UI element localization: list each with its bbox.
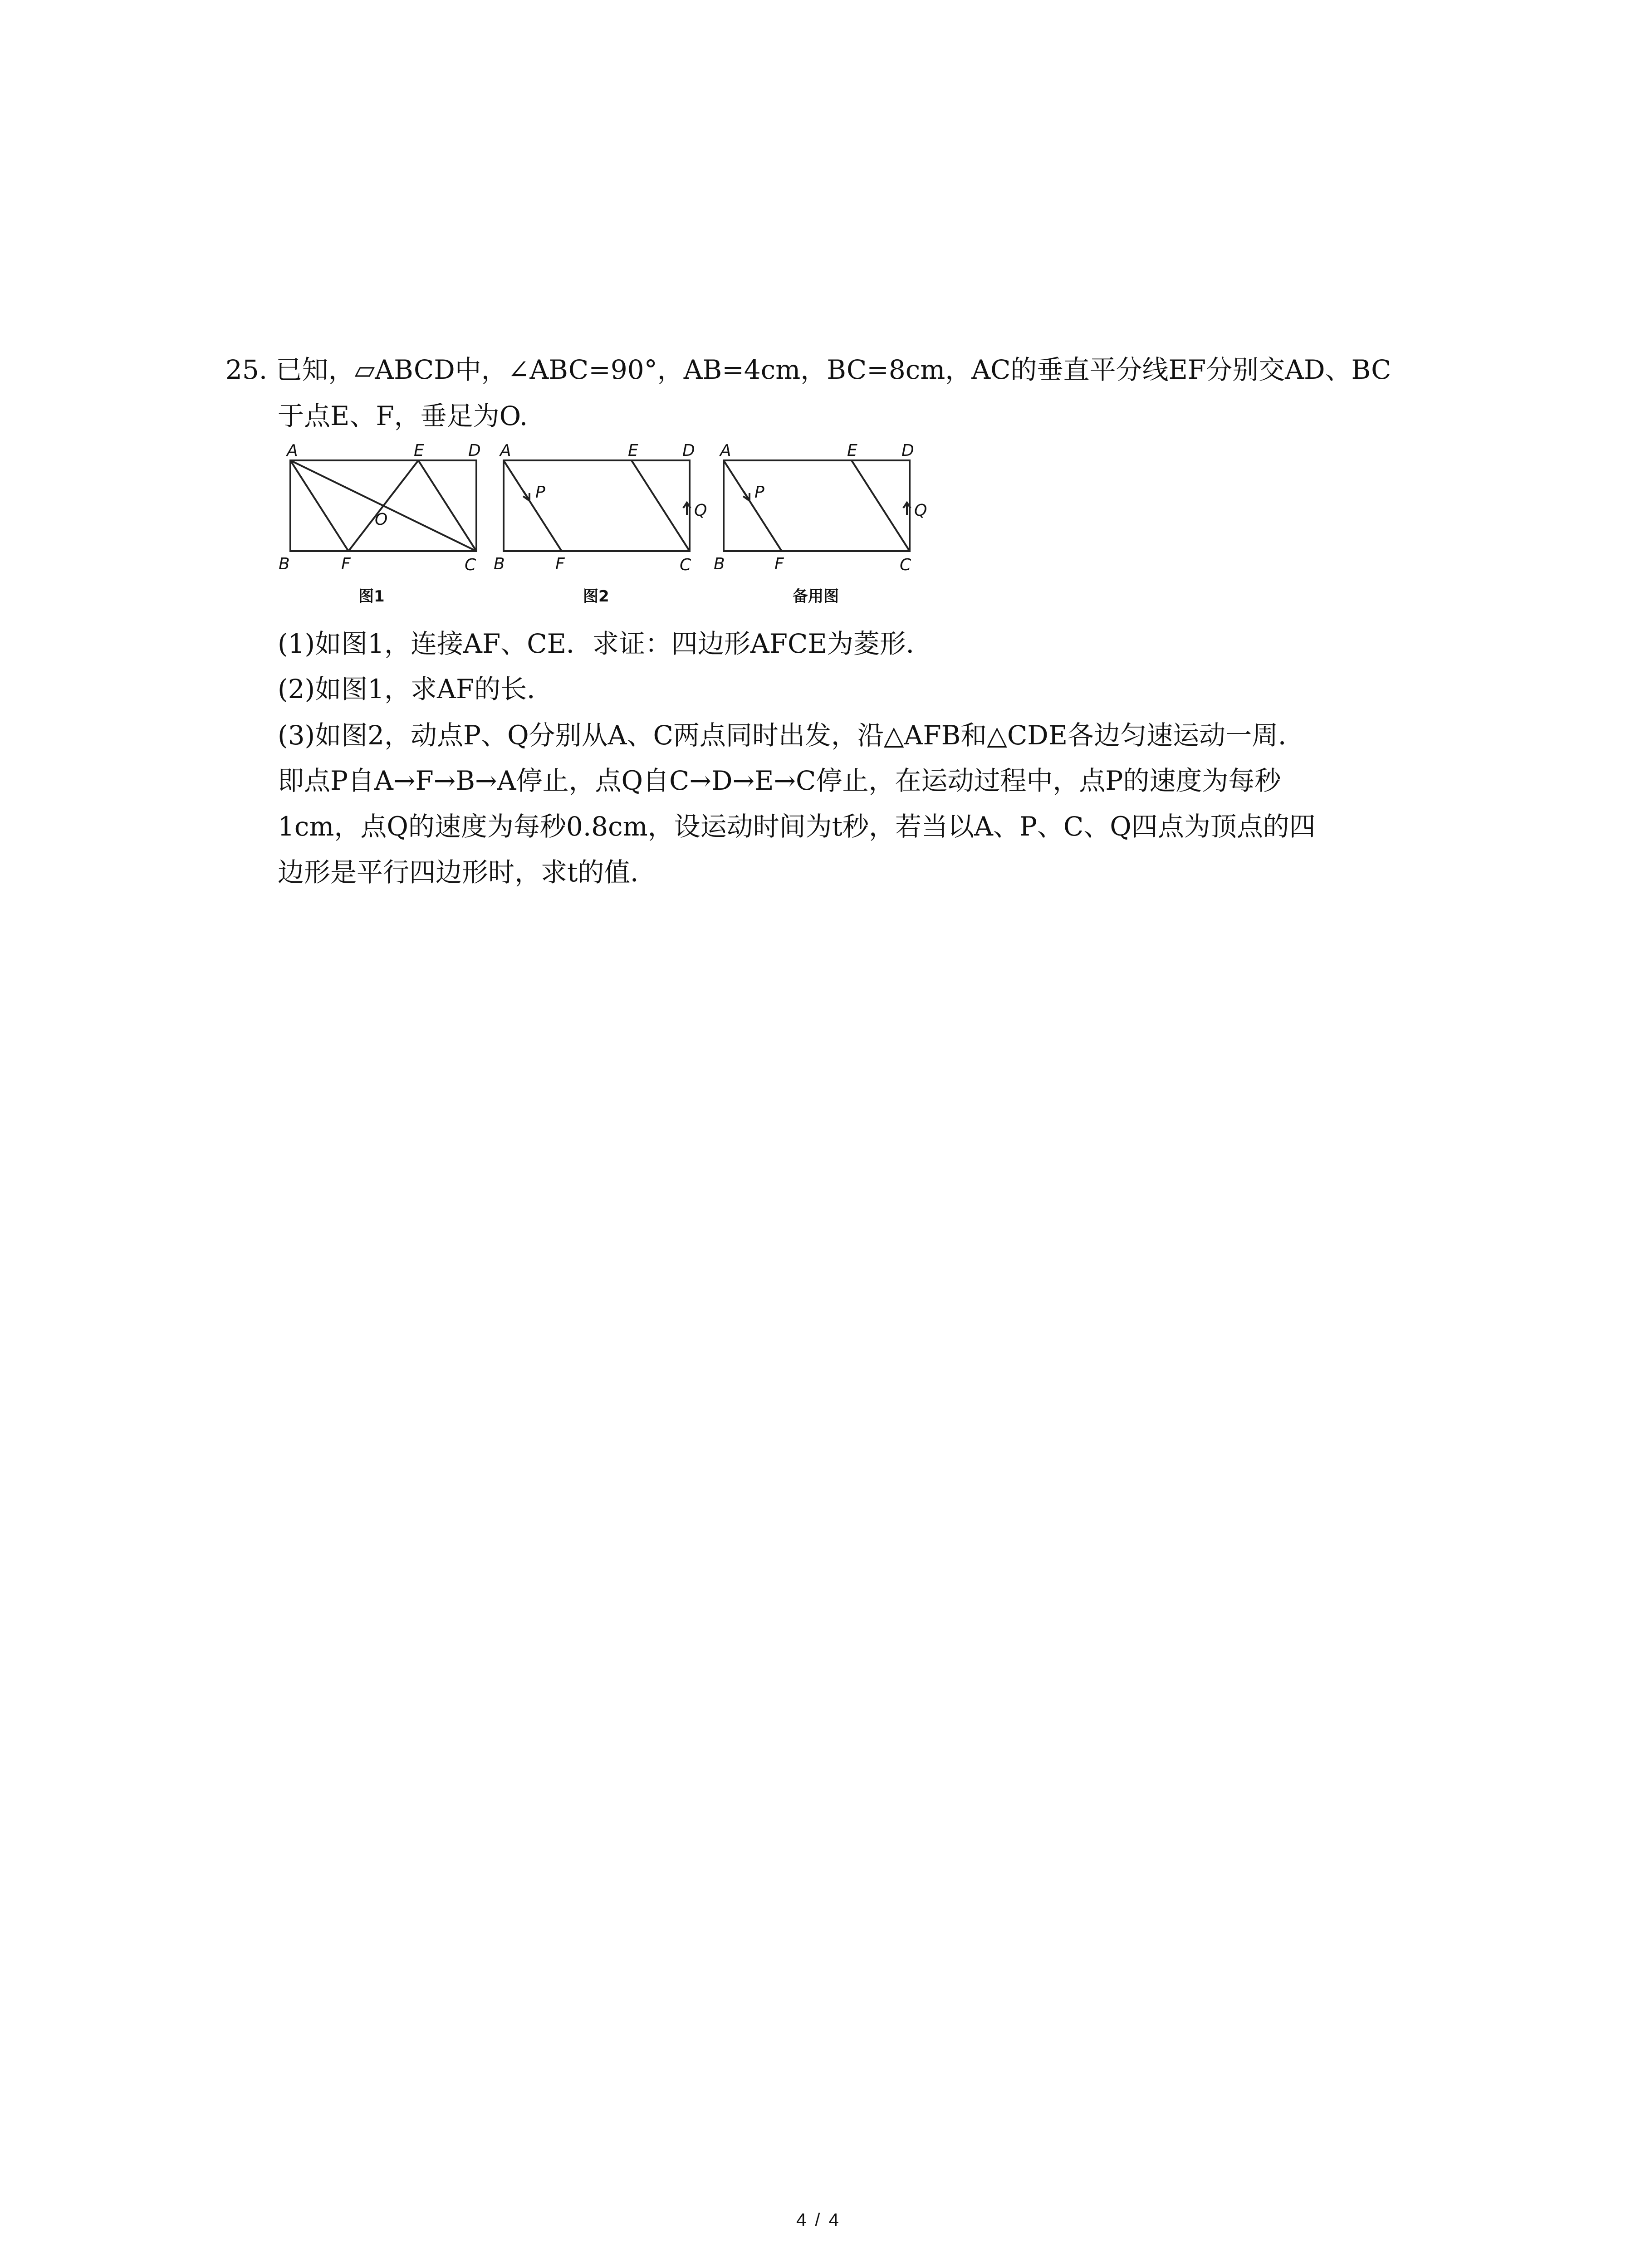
figure-1-point-b: B: [279, 555, 290, 573]
figure-1-point-d: D: [468, 441, 481, 460]
figure-2-point-f: F: [555, 555, 565, 573]
figure-spare-rectangle: [724, 460, 910, 551]
figure-1: [272, 438, 490, 606]
figure-2-point-p: P: [535, 483, 545, 502]
figure-1-point-o: O: [375, 510, 388, 529]
figure-2-segment-ec: [632, 460, 690, 551]
part-3-line-3: 1cm，点Q的速度为每秒0.8cm，设运动时间为t秒，若当以A、P、C、Q四点为顶点的四: [278, 811, 1316, 842]
figure-1-point-e: E: [414, 441, 424, 460]
question-line-2: 于点E、F，垂足为O.: [278, 401, 528, 431]
figure-spare-caption: 备用图: [793, 587, 839, 606]
figure-spare-point-a: A: [720, 441, 731, 460]
question-line-1: 25. 已知，▱ABCD中，∠ABC=90°，AB=4cm，BC=8cm，AC的垂直平分线EF分别交AD、BC: [225, 354, 1391, 385]
figure-spare-point-e: E: [847, 441, 857, 460]
figure-spare-point-c: C: [900, 556, 911, 574]
figure-2: [490, 438, 708, 606]
figure-2-segment-af: [504, 460, 562, 551]
figure-1-point-f: F: [341, 555, 351, 573]
figure-2-point-q: Q: [694, 501, 707, 520]
figure-spare-segment-af: [724, 460, 782, 551]
figure-2-drawing: [490, 438, 708, 574]
figure-spare-point-q: Q: [914, 501, 927, 520]
figure-2-point-a: A: [500, 441, 511, 460]
figure-spare-point-p: P: [754, 483, 764, 502]
part-1-text: (1)如图1，连接AF、CE．求证：四边形AFCE为菱形．: [278, 628, 932, 659]
figure-2-rectangle: [504, 460, 690, 551]
figure-2-caption: 图2: [583, 587, 609, 606]
part-2-text: (2)如图1，求AF的长．: [278, 674, 554, 704]
figure-2-point-d: D: [682, 441, 695, 460]
figure-spare: [710, 438, 928, 606]
part-3-line-1: (3)如图2，动点P、Q分别从A、C两点同时出发，沿△AFB和△CDE各边匀速运动一周．: [278, 720, 1305, 751]
figure-spare-drawing: [710, 438, 928, 574]
figure-spare-segment-ec: [852, 460, 910, 551]
part-3-line-4: 边形是平行四边形时，求t的值．: [278, 857, 657, 888]
figure-2-point-e: E: [628, 441, 638, 460]
page-number: 4 / 4: [796, 2210, 841, 2230]
figure-spare-point-b: B: [714, 555, 725, 573]
figure-spare-point-f: F: [774, 555, 784, 573]
figure-1-segment-fe: [348, 460, 418, 551]
figure-2-point-b: B: [494, 555, 505, 573]
figure-1-point-a: A: [287, 441, 298, 460]
figure-1-caption: 图1: [358, 587, 385, 606]
figure-1-point-c: C: [465, 556, 476, 574]
figure-1-drawing: [272, 438, 490, 574]
figure-2-point-c: C: [680, 556, 691, 574]
figure-spare-point-d: D: [901, 441, 914, 460]
part-3-line-2: 即点P自A→F→B→A停止，点Q自C→D→E→C停止，在运动过程中，点P的速度为每秒: [278, 765, 1281, 796]
